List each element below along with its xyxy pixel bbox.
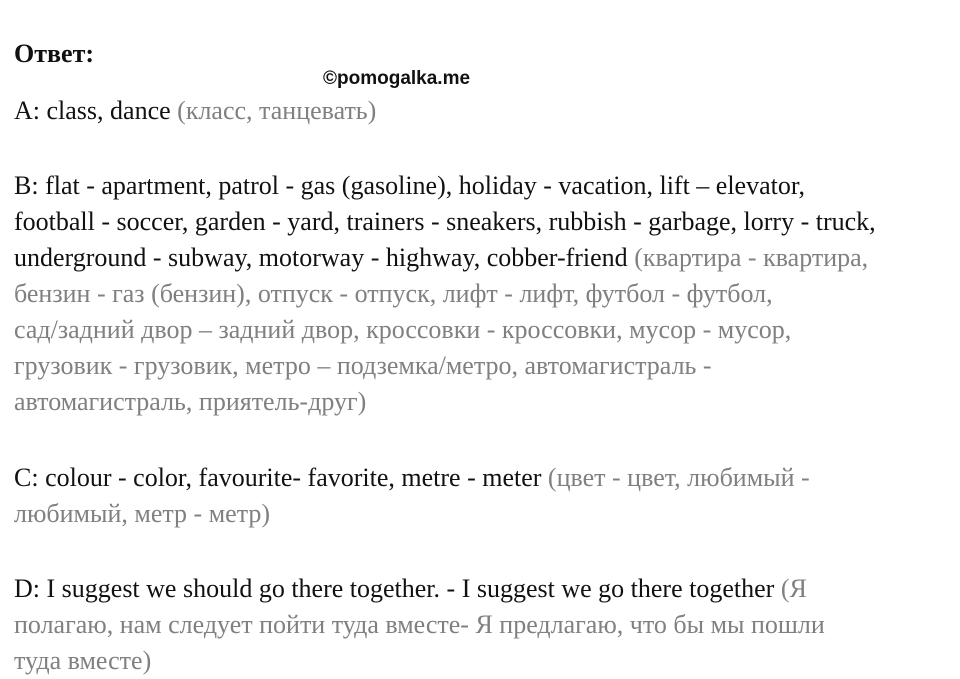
answer-c bbox=[14, 460, 954, 532]
answer-heading: Ответ: bbox=[14, 39, 95, 68]
answer-b-label: B: bbox=[14, 171, 39, 200]
answer-b-russian: автомагистраль, приятель-друг) bbox=[14, 387, 367, 416]
answer-b-line bbox=[14, 315, 791, 344]
answer-d-line bbox=[14, 646, 151, 675]
answer-d-russian: туда вместе) bbox=[14, 646, 152, 675]
answer-c-russian: любимый, метр - метр) bbox=[14, 499, 271, 528]
answer-c-label: C: bbox=[14, 463, 39, 492]
answer-b-line bbox=[14, 171, 805, 200]
answer-d-russian: полагаю, нам следует пойти туда вместе- Я предлагаю, что бы мы пошли bbox=[14, 610, 825, 639]
answer-a-english: class, dance bbox=[46, 96, 171, 125]
answer-b-russian: бензин - газ (бензин), отпуск - отпуск, лифт - лифт, футбол - футбол, bbox=[14, 279, 773, 308]
answer-b-line bbox=[14, 351, 712, 380]
answer-a-label: A: bbox=[14, 96, 40, 125]
answer-b-line bbox=[14, 387, 366, 416]
answer-a bbox=[14, 93, 954, 129]
answer-b-english: flat - apartment, patrol - gas (gasoline), holiday - vacation, lift – elevator, bbox=[45, 171, 805, 200]
answer-c-line bbox=[14, 499, 270, 528]
answer-c-line bbox=[14, 463, 810, 492]
answer-b-russian: грузовик - грузовик, метро – подземка/метро, автомагистраль - bbox=[14, 351, 712, 380]
answer-d-line bbox=[14, 574, 807, 603]
answer-b-line bbox=[14, 243, 868, 272]
answer-b-english: underground - subway, motorway - highway, cobber-friend bbox=[14, 243, 628, 272]
answer-d-line bbox=[14, 610, 825, 639]
watermark-text: ©pomogalka.me bbox=[323, 68, 471, 89]
answer-c-russian: (цвет - цвет, любимый - bbox=[547, 463, 810, 492]
answer-a-russian: (класс, танцевать) bbox=[177, 96, 377, 125]
answer-b-line bbox=[14, 279, 773, 308]
answer-d-label: D: bbox=[14, 574, 40, 603]
answer-b-russian: сад/задний двор – задний двор, кроссовки - кроссовки, мусор - мусор, bbox=[14, 315, 792, 344]
answer-d-russian: (Я bbox=[780, 574, 807, 603]
answer-b-line bbox=[14, 207, 876, 236]
answer-b bbox=[14, 168, 954, 420]
answer-b-english: football - soccer, garden - yard, trainers - sneakers, rubbish - garbage, lorry - truck, bbox=[14, 207, 876, 236]
answer-d bbox=[14, 571, 954, 679]
answer-b-russian: (квартира - квартира, bbox=[634, 243, 869, 272]
answer-c-english: colour - color, favourite- favorite, metre - meter bbox=[45, 463, 542, 492]
answer-d-english: I suggest we should go there together. - I suggest we go there together bbox=[46, 574, 775, 603]
